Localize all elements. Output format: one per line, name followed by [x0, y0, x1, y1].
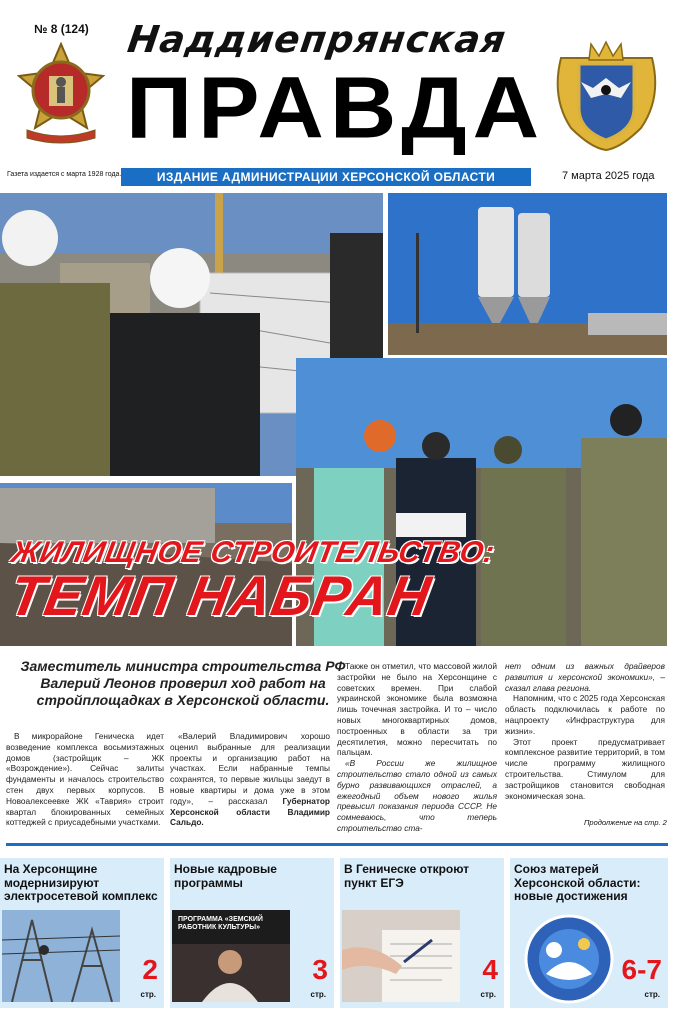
- teaser-staff-programs[interactable]: [170, 858, 334, 1008]
- page-number: 2: [142, 954, 158, 985]
- order-emblem-icon: [17, 42, 105, 146]
- section-divider: [6, 843, 668, 846]
- headline-line2: ТЕМП НАБРАН: [4, 564, 437, 627]
- continued-note[interactable]: Продолжение на стр. 2: [584, 818, 667, 827]
- teaser-title: В Геническе откроют пункт ЕГЭ: [344, 862, 470, 890]
- thumb-power-lines: [2, 910, 120, 1002]
- teaser-exam-center[interactable]: [340, 858, 504, 1008]
- article-column-3: [337, 661, 497, 834]
- article-lead: Заместитель министра строительства РФ Валерий Леонов проверил ход работ на стройплощадках в Херсонской области.: [20, 658, 346, 708]
- quote-text: нет одним из важных драйверов развития и херсонской экономики», – сказал глава региона.: [505, 661, 665, 693]
- paragraph: [170, 731, 330, 828]
- article-column-2: [170, 731, 330, 828]
- page-label: стр.: [310, 990, 326, 999]
- published-since: Газета издается с марта 1928 года.: [7, 171, 122, 178]
- page-number: 3: [312, 954, 328, 985]
- headline-line1: ЖИЛИЩНОЕ СТРОИТЕЛЬСТВО:: [8, 536, 498, 569]
- poster-text: ПРОГРАММА «ЗЕМСКИЙ РАБОТНИК КУЛЬТУРЫ»: [178, 916, 263, 931]
- thumb-exam-form: [342, 910, 460, 1002]
- quote-text: «В России же жилищное строительство стало одной из самых бурно развивающихся отраслей, а ежегодный объем нового жилья превысил показания периода СССР. Не сомневаюсь, что теперь строительство ста-: [337, 758, 497, 833]
- paragraph: В микрорайоне Геническа идет возведение комплекса восьмиэтажных домов (застройщик – ЖК «Возрождение»). Сейчас залиты фундаменты и началось строительство стен двух первых корпусов. В Новоалексеевке ЖК «Таврия» строит квартал блокированных семейных коттеджей с приусадебными участками.: [6, 731, 164, 828]
- article-column-1: [6, 731, 164, 828]
- photo-concrete-plant: [388, 193, 667, 355]
- quote-author: Губернатор Херсонской области Владимир Сальдо.: [170, 795, 330, 828]
- page-label: стр.: [140, 990, 156, 999]
- teaser-title: Новые кадровые программы: [174, 862, 277, 890]
- issue-number: № 8 (124): [34, 22, 89, 36]
- paragraph: [505, 661, 665, 693]
- newspaper-title-script: Наддиепрянская: [124, 18, 509, 61]
- page-number: 4: [482, 954, 498, 985]
- quote-text: «Валерий Владимирович хорошо оценил выбранные для реализации проекты и организацию работ на участках. Если набранные темпы сохранятся, то первые жильцы заедут в новые квартиры и дома уже в этом году», – рассказал: [170, 731, 330, 806]
- paragraph: Напомним, что с 2025 года Херсонская область подключилась к работе по нацпроекту «Инфраструктура для жизни».: [505, 693, 665, 736]
- publisher-bar: ИЗДАНИЕ АДМИНИСТРАЦИИ ХЕРСОНСКОЙ ОБЛАСТИ: [121, 168, 531, 186]
- thumb-program-poster: [172, 910, 290, 1002]
- page-number: 6-7: [621, 954, 662, 985]
- mothers-union-logo-icon: [524, 914, 614, 1004]
- woman-portrait-icon: [172, 944, 290, 1002]
- article-column-4: [505, 661, 665, 801]
- issue-date: 7 марта 2025 года: [562, 170, 655, 182]
- coat-of-arms-icon: [551, 38, 662, 154]
- paragraph: Этот проект предусматривает комплексное развитие территорий, в том числе программу жилищного строительства. Стимулом для застройщиков становится свободная экономическая зона.: [505, 736, 665, 801]
- teaser-mothers-union[interactable]: [510, 858, 668, 1008]
- main-headline: [0, 536, 498, 627]
- paragraph-quote: [337, 758, 497, 834]
- paragraph: Также он отметил, что массовой жилой застройки не было на Херсонщине с советских времен. При слабой украинской экономике была возможна лишь точечная застройка. И то – число новых многоквартирных домов, построенных в области за три десятилетия, можно пересчитать по пальцам.: [337, 661, 497, 758]
- page-label: стр.: [480, 990, 496, 999]
- teaser-power-grid[interactable]: [0, 858, 164, 1008]
- newspaper-title: ПРАВДА: [126, 59, 546, 157]
- page-label: стр.: [644, 990, 660, 999]
- teaser-title: Союз матерей Херсонской области: новые достижения: [514, 862, 641, 903]
- teaser-title: На Херсонщине модернизируют электросетевой комплекс: [4, 862, 158, 903]
